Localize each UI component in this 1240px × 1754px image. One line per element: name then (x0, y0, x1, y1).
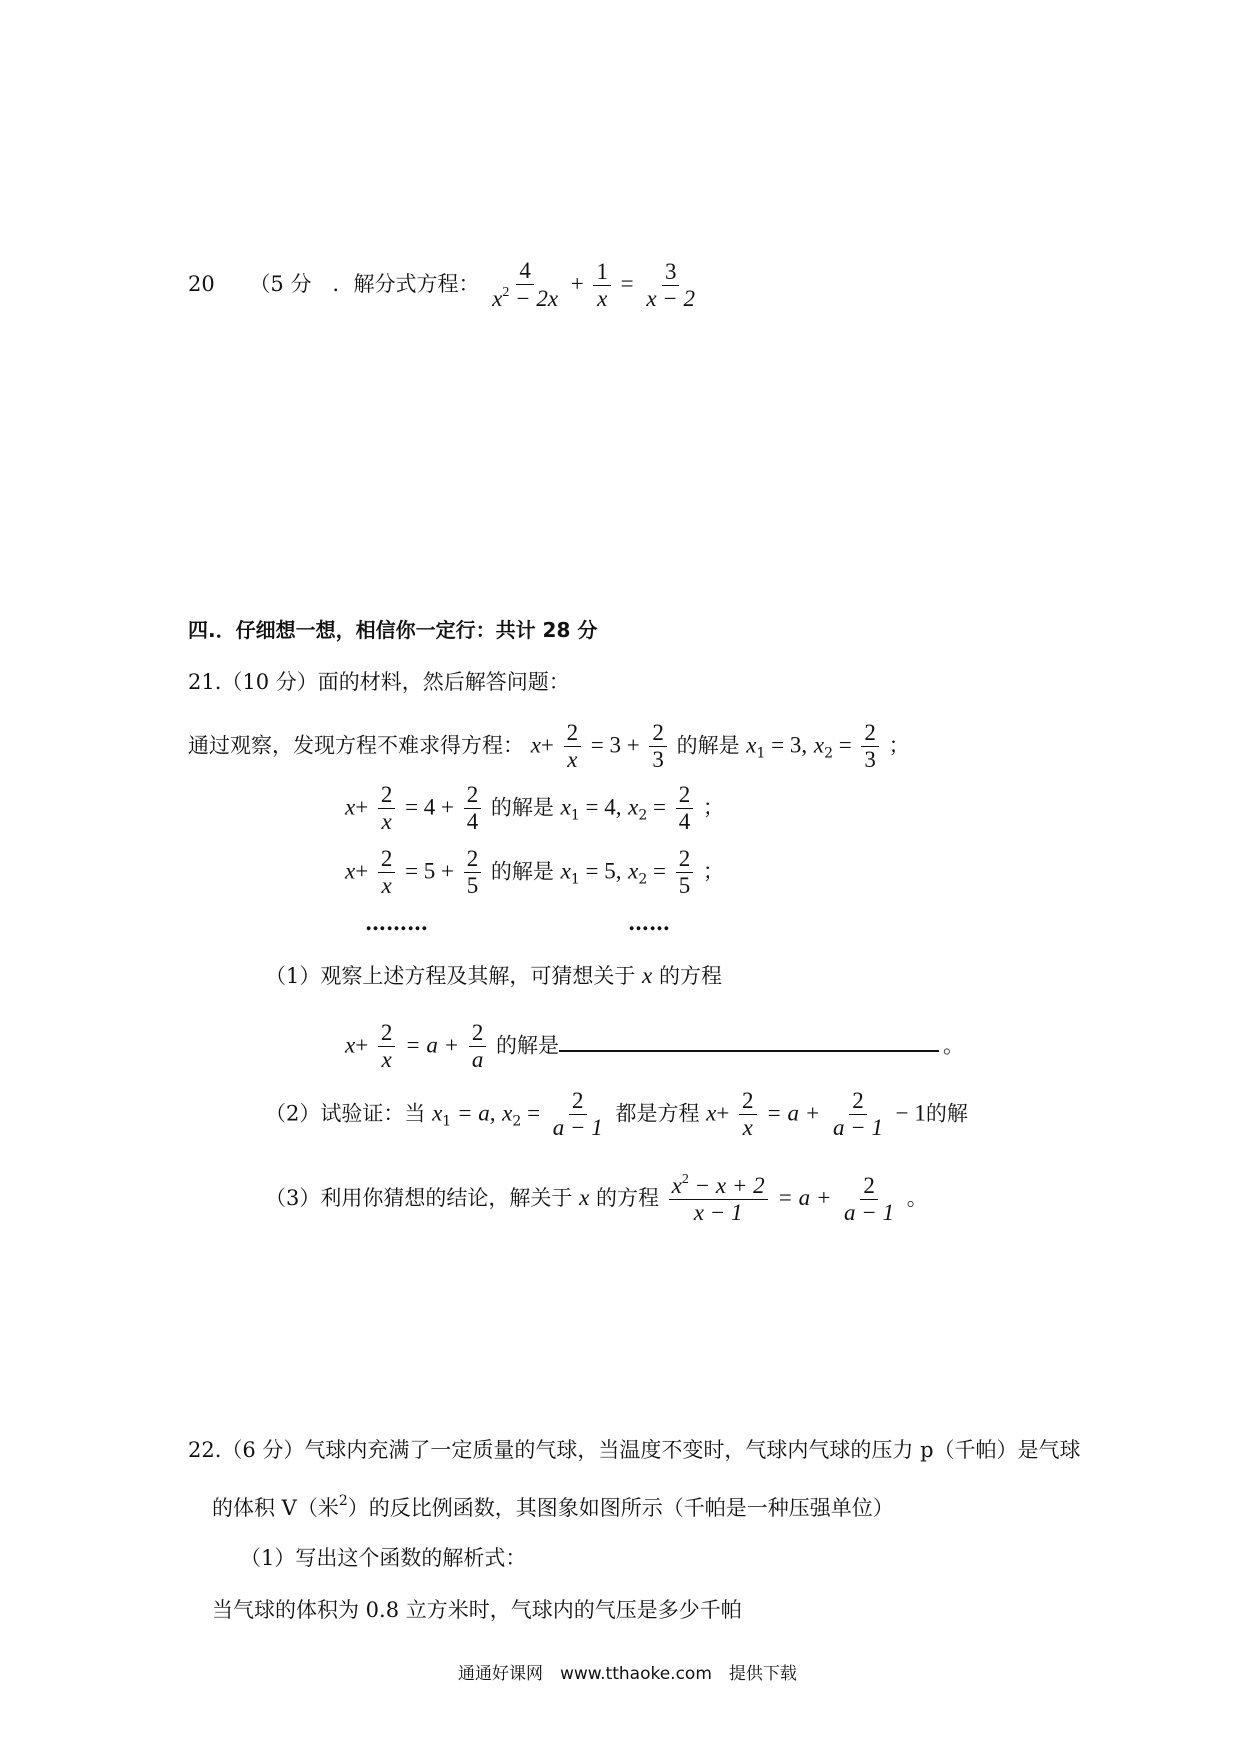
fraction: $\frac{2}{a}$ (469, 1020, 487, 1074)
part-3-prompt: （3）利用你猜想的结论，解关于 x 的方程 $\frac{x^2 - x + 2}{x - 1}$ = a + $\frac{2}{a - 1}$ 。 (265, 1172, 928, 1226)
fraction: $\frac{2}{4}$ (464, 782, 482, 836)
fraction: $\frac{1}{x}$ (593, 259, 611, 313)
question-20: 20 （5 分 ．解分式方程： $\frac{4}{x^2 - 2x}$ + $\frac{1}{x}$ = $\frac{3}{x - 2}$ (188, 258, 701, 313)
part-1-equation: x+ $\frac{2}{x}$ = a + $\frac{2}{a}$ 的解是 。 (345, 1020, 964, 1073)
question-22-part-2: 当气球的体积为 0.8 立方米时，气球内的气压是多少千帕 (212, 1598, 742, 1622)
section-title: 四.．仔细想一想，相信你一定行：共计 28 分 (188, 618, 598, 642)
fraction: $\frac{4}{x^2 - 2x}$ (492, 258, 559, 312)
fraction: $\frac{x^2 - x + 2}{x - 1}$ (669, 1172, 768, 1227)
fraction: $\frac{2}{a - 1}$ (832, 1088, 883, 1141)
fraction: $\frac{2}{5}$ (676, 846, 694, 900)
question-points: （5 分 ．解分式方程： (249, 271, 480, 296)
question-22-line-1: 22.（6 分）气球内充满了一定质量的气球，当温度不变时，气球内气球的压力 p（千帕）是气球 (188, 1438, 1081, 1462)
page-footer: 通通好课网 www.tthaoke.com 提供下载 (458, 1664, 797, 1684)
fraction: $\frac{2}{x}$ (378, 782, 396, 836)
fraction: $\frac{2}{x}$ (378, 846, 396, 900)
fraction: $\frac{2}{5}$ (464, 846, 482, 900)
answer-blank[interactable] (559, 1030, 939, 1052)
fraction: $\frac{2}{3}$ (861, 720, 879, 774)
fraction: $\frac{2}{x}$ (564, 720, 582, 774)
fraction: $\frac{2}{4}$ (676, 782, 694, 836)
fraction: $\frac{3}{x - 2}$ (646, 258, 696, 311)
fraction: $\frac{2}{3}$ (649, 720, 667, 774)
example-equation-3: x+ $\frac{2}{x}$ = 5 + $\frac{2}{5}$ 的解是 $x_1 = 5$, $x_2$ = $\frac{2}{5}$ ； (345, 846, 724, 899)
part-1-prompt: （1）观察上述方程及其解，可猜想关于 x 的方程 (265, 963, 722, 988)
question-22-line-2: 的体积 V（米$^2$）的反比例函数，其图象如图所示（千帕是一种压强单位） (212, 1493, 894, 1520)
question-22-part-1: （1）写出这个函数的解析式： (240, 1546, 527, 1570)
ellipsis-left: ……… (365, 910, 428, 935)
fraction: $\frac{2}{a - 1}$ (844, 1172, 895, 1225)
example-equation-2: x+ $\frac{2}{x}$ = 4 + $\frac{2}{4}$ 的解是 $x_1 = 4$, $x_2$ = $\frac{2}{4}$ ； (345, 782, 724, 835)
fraction: $\frac{2}{x}$ (378, 1020, 396, 1074)
part-2-prompt: （2）试验证：当 $x_1 = a$, $x_2$ = $\frac{2}{a - 1}$ 都是方程 x+ $\frac{2}{x}$ = a + $\frac{2}{a - 1}$ − 1的解 (265, 1088, 968, 1141)
ellipsis-right: …… (628, 910, 670, 935)
question-number: 20 (188, 271, 215, 296)
observation-intro: 通过观察，发现方程不难求得方程： x+ $\frac{2}{x}$ = 3 + $\frac{2}{3}$ 的解是 $x_1 = 3$, $x_2$ = $\frac{2}{3}$ ； (188, 720, 910, 773)
fraction: $\frac{2}{x}$ (739, 1088, 757, 1142)
fraction: $\frac{2}{a - 1}$ (552, 1088, 603, 1141)
question-21-head: 21.（10 分）面的材料，然后解答问题： (188, 670, 570, 694)
